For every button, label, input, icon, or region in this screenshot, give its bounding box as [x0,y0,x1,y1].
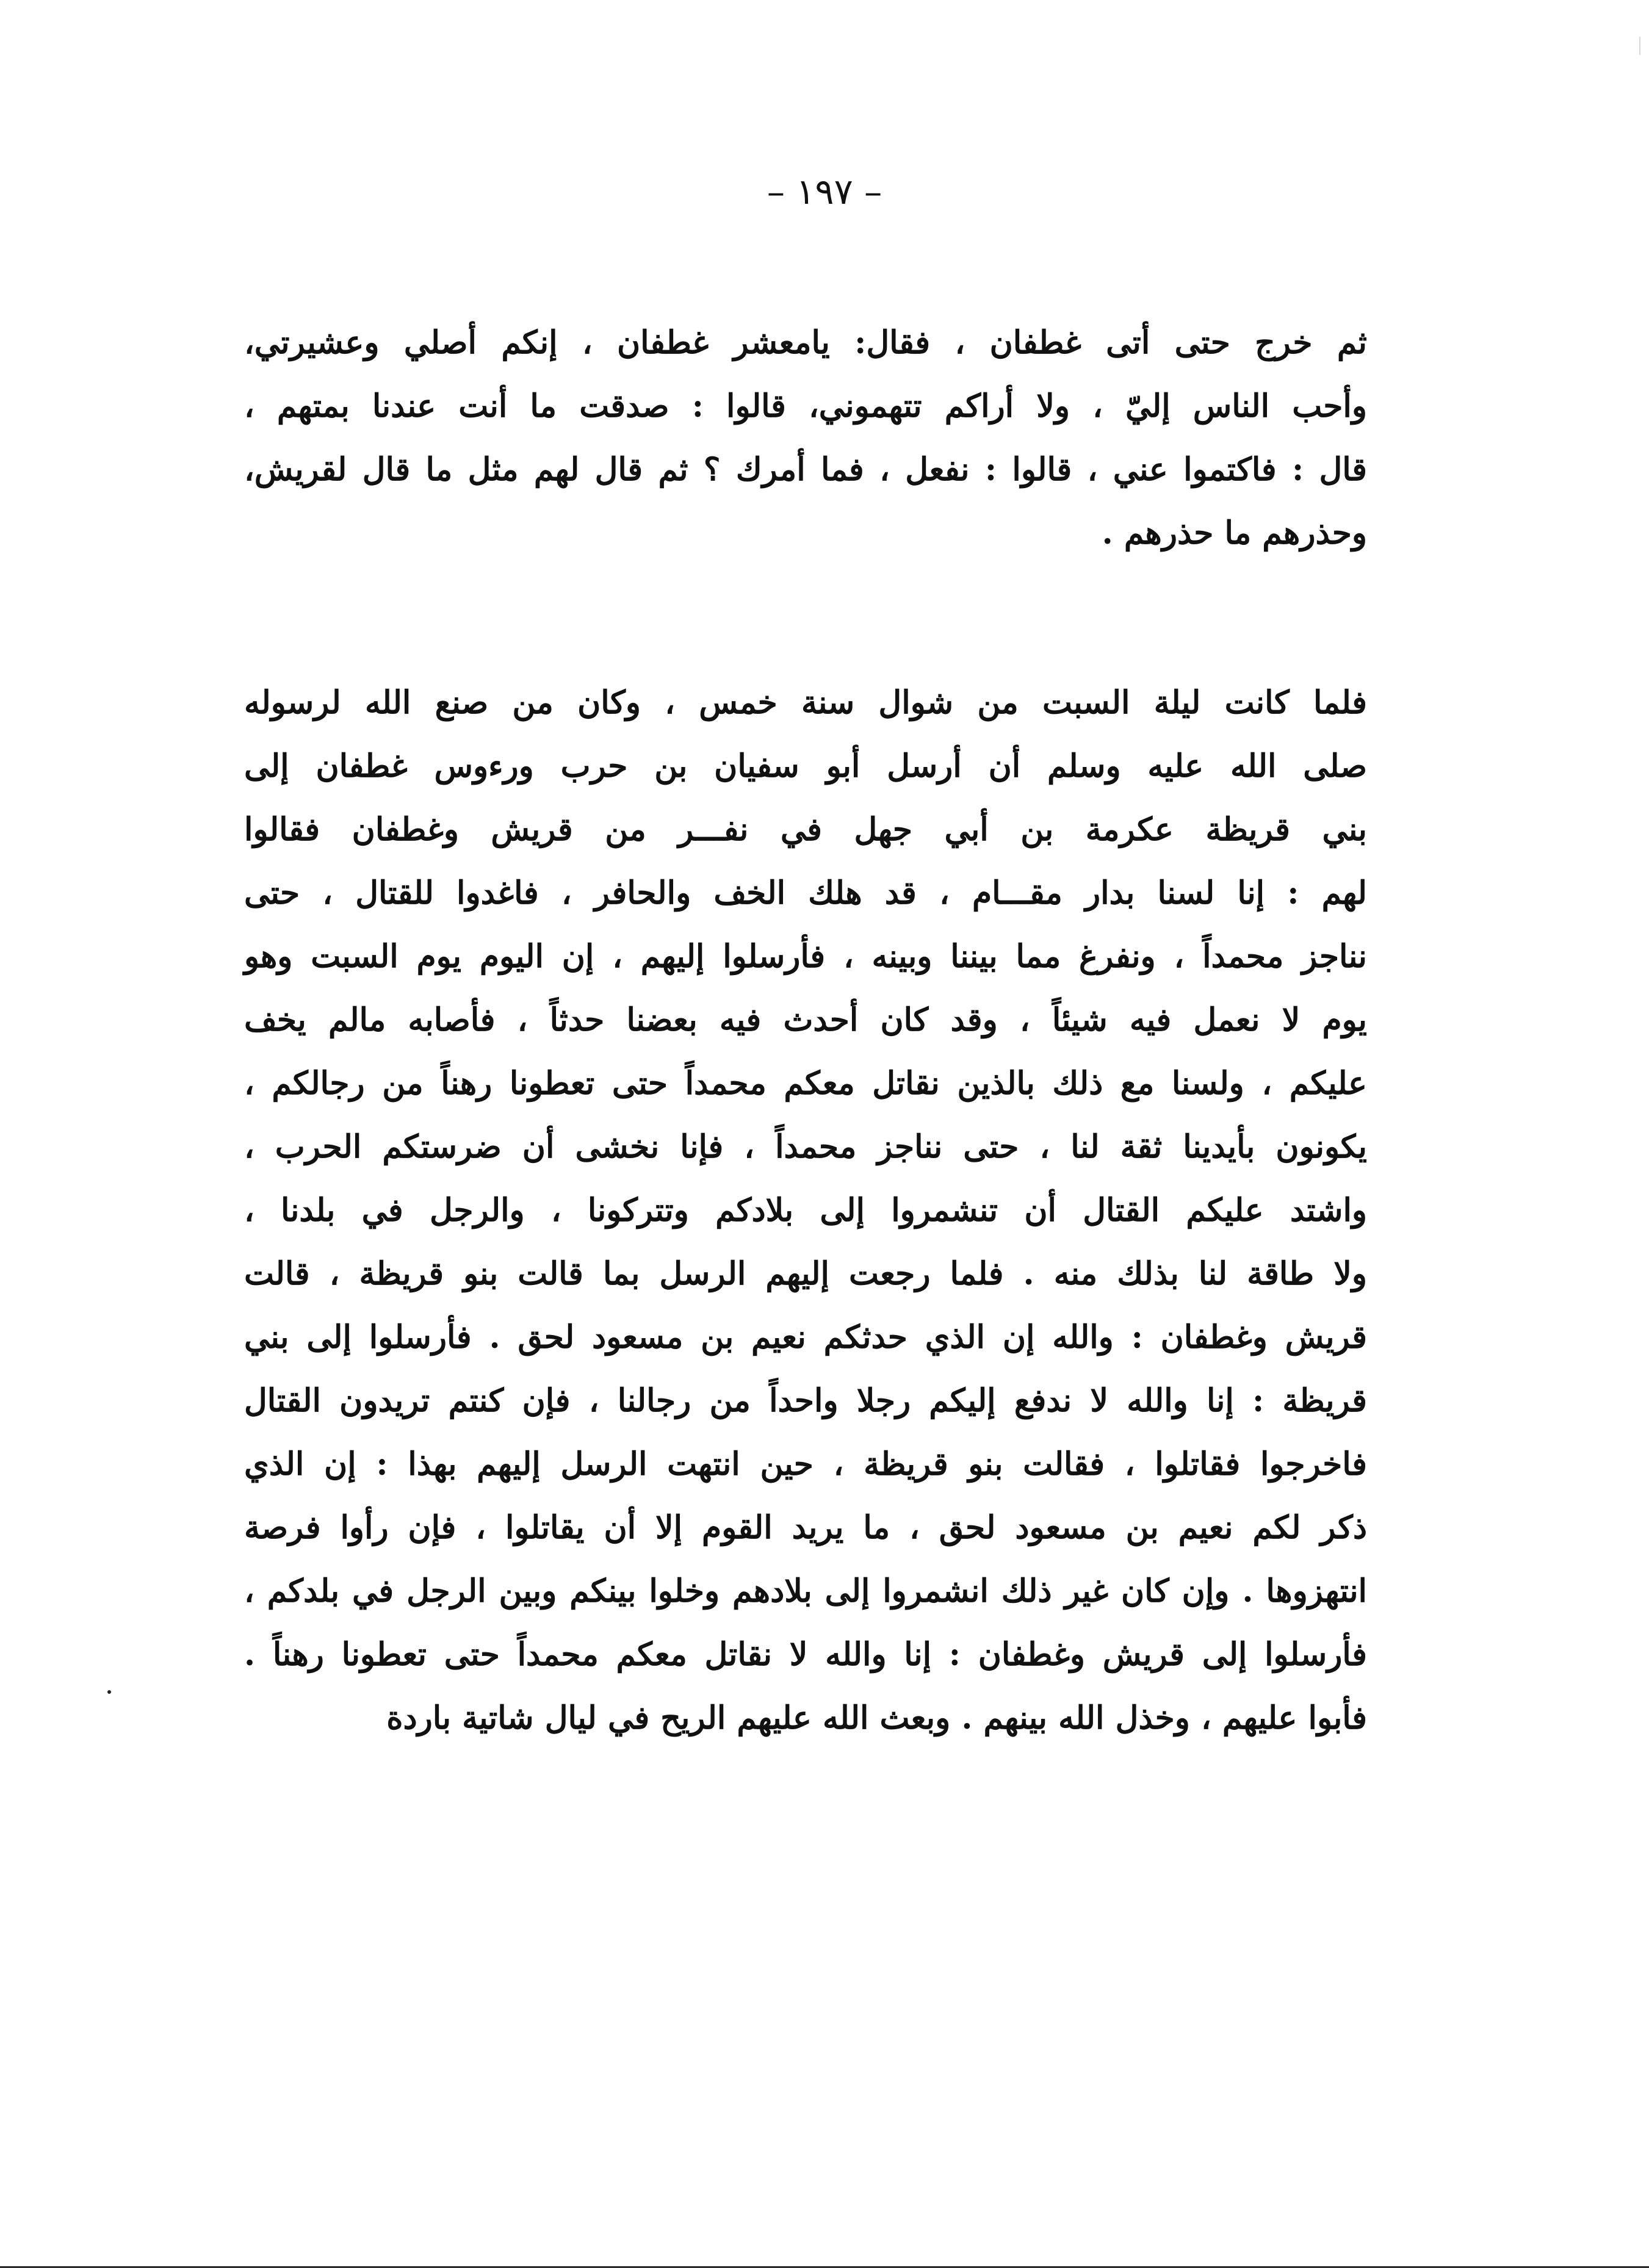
text-line: فأبوا عليهم ، وخذل الله بينهم . وبعث الله عليهم الريح في ليال شاتية باردة [386,1699,1367,1737]
text-line: فاخرجوا فقاتلوا ، فقالت بنو قريظة ، حين انتهت الرسل إليهم بهذا : إن الذي [244,1445,1367,1483]
text-line: نناجز محمداً ، ونفرغ مما بيننا وبينه ، فأرسلوا إليهم ، إن اليوم يوم السبت وهو [244,938,1367,975]
text-line: قريش وغطفان : والله إن الذي حدثكم نعيم بن مسعود لحق . فأرسلوا إلى بني [244,1319,1367,1356]
text-line: ولا طاقة لنا بذلك منه . فلما رجعت إليهم الرسل بما قالت بنو قريظة ، قالت [244,1255,1367,1292]
text-line: ثم خرج حتى أتى غطفان ، فقال: يامعشر غطفان ، إنكم أصلي وعشيرتي، [244,324,1367,361]
paragraph-1 [244,311,1367,565]
text-line: صلى الله عليه وسلم أن أرسل أبو سفيان بن حرب ورءوس غطفان إلى [244,747,1367,785]
text-line: ذكر لكم نعيم بن مسعود لحق ، ما يريد القوم إلا أن يقاتلوا ، فإن رأوا فرصة [244,1509,1367,1546]
text-line: فلما كانت ليلة السبت من شوال سنة خمس ، وكان من صنع الله لرسوله [244,684,1367,721]
text-line: وحذرهم ما حذرهم . [1102,514,1367,552]
text-line: عليكم ، ولسنا مع ذلك بالذين نقاتل معكم محمداً حتى تعطونا رهناً من رجالكم ، [244,1065,1367,1102]
text-line: انتهزوها . وإن كان غير ذلك انشمروا إلى بلادهم وخلوا بينكم وبين الرجل في بلدكم ، [244,1572,1367,1610]
scan-speck [107,1690,111,1694]
text-line: بني قريظة عكرمة بن أبي جهل في نفـــر من قريش وغطفان فقالوا [244,811,1367,848]
text-line: قريظة : إنا والله لا ندفع إليكم رجلا واحداً من رجالنا ، فإن كنتم تريدون القتال [244,1382,1367,1419]
text-line: فأرسلوا إلى قريش وغطفان : إنا والله لا نقاتل معكم محمداً حتى تعطونا رهناً . [244,1636,1367,1673]
text-line: يوم لا نعمل فيه شيئاً ، وقد كان أحدث فيه بعضنا حدثاً ، فأصابه مالم يخف [244,1001,1367,1039]
text-line: وأحب الناس إليّ ، ولا أراكم تتهموني، قالوا : صدقت ما أنت عندنا بمتهم ، [244,387,1367,425]
scan-corner-mark [1639,37,1640,55]
text-line: قال : فاكتموا عني ، قالوا : نفعل ، فما أمرك ؟ ثم قال لهم مثل ما قال لقريش، [244,451,1367,488]
text-line: يكونون بأيدينا ثقة لنا ، حتى نناجز محمداً ، فإنا نخشى أن ضرستكم الحرب ، [244,1128,1367,1165]
page-number: – ١٩٧ – [767,171,882,212]
text-line: لهم : إنا لسنا بدار مقـــام ، قد هلك الخف والحافر ، فاغدوا للقتال ، حتى [244,874,1367,912]
paragraph-2 [244,671,1367,1750]
text-line: واشتد عليكم القتال أن تنشمروا إلى بلادكم وتتركونا ، والرجل في بلدنا ، [244,1192,1367,1229]
